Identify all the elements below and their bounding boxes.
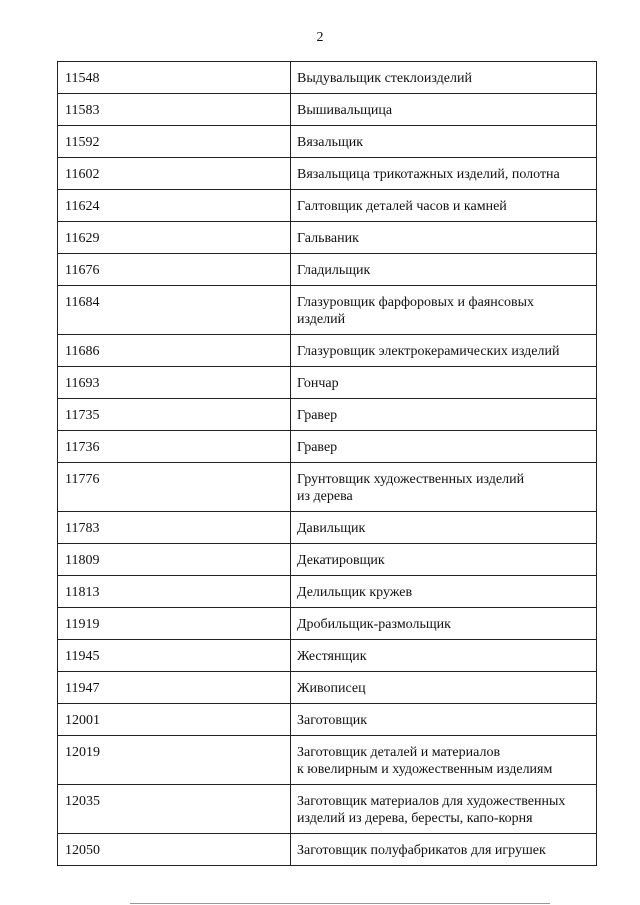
profession-name-line: Глазуровщик фарфоровых и фаянсовых [297,295,534,310]
code-cell: 11548 [58,62,291,94]
code-cell: 11592 [58,126,291,158]
profession-name-cell [291,672,597,704]
table-row [58,640,597,672]
profession-name-line: Делильщик кружев [297,585,413,600]
profession-name-cell [291,834,597,866]
code-cell: 11735 [58,399,291,431]
table-body [58,62,597,866]
profession-name-cell [291,126,597,158]
code-cell: 11945 [58,640,291,672]
profession-name-line: Давильщик [297,521,366,536]
profession-name-line: изделий [297,312,346,327]
code-cell: 11813 [58,576,291,608]
profession-name-cell [291,367,597,399]
profession-name-cell [291,190,597,222]
profession-name-line: Вязальщица трикотажных изделий, полотна [297,167,560,182]
profession-name-cell [291,640,597,672]
profession-name-line: Гравер [297,408,338,423]
profession-name-line: Живописец [297,681,366,696]
profession-name-cell [291,431,597,463]
profession-name-cell [291,785,597,834]
profession-name-line: Вязальщик [297,135,364,150]
table-row [58,512,597,544]
code-cell: 11684 [58,286,291,335]
profession-name-cell [291,286,597,335]
table-row [58,94,597,126]
code-cell: 12050 [58,834,291,866]
table-row [58,736,597,785]
table-row [58,222,597,254]
profession-name-line: Декатировщик [297,553,385,568]
profession-name-line: Гладильщик [297,263,371,278]
table-row [58,544,597,576]
table-row [58,62,597,94]
code-cell: 11602 [58,158,291,190]
profession-name-cell [291,158,597,190]
profession-name-line: к ювелирным и художественным изделиям [297,762,553,777]
table-row [58,399,597,431]
table-row [58,335,597,367]
page-number: 2 [316,30,324,45]
table-row [58,608,597,640]
code-cell: 12001 [58,704,291,736]
code-cell: 11736 [58,431,291,463]
table-row [58,431,597,463]
profession-name-cell [291,544,597,576]
code-cell: 11583 [58,94,291,126]
profession-name-line: Выдувальщик стеклоизделий [297,71,472,86]
table-row [58,463,597,512]
profession-name-line: Заготовщик [297,713,368,728]
table-row [58,785,597,834]
code-cell: 11629 [58,222,291,254]
profession-name-line: из дерева [297,489,353,504]
table-row [58,367,597,399]
profession-name-line: Гальваник [297,231,359,246]
profession-name-line: изделий из дерева, бересты, капо-корня [297,811,533,826]
code-cell: 11776 [58,463,291,512]
table-row [58,576,597,608]
table-row [58,190,597,222]
code-cell: 11686 [58,335,291,367]
profession-name-line: Вышивальщица [297,103,393,118]
code-cell: 11947 [58,672,291,704]
code-cell: 11693 [58,367,291,399]
profession-name-line: Грунтовщик художественных изделий [297,472,525,487]
profession-name-cell [291,736,597,785]
profession-name-line: Заготовщик материалов для художественных [297,794,566,809]
profession-name-line: Гравер [297,440,338,455]
code-cell: 11624 [58,190,291,222]
profession-name-cell [291,704,597,736]
code-cell: 12035 [58,785,291,834]
profession-name-cell [291,94,597,126]
profession-name-cell [291,399,597,431]
profession-name-line: Гончар [297,376,339,391]
profession-name-line: Галтовщик деталей часов и камней [297,199,507,214]
code-cell: 11919 [58,608,291,640]
table-row [58,254,597,286]
table-row [58,672,597,704]
profession-name-cell [291,335,597,367]
table-row [58,834,597,866]
table-row [58,158,597,190]
profession-name-cell [291,576,597,608]
profession-code-table [57,61,597,866]
table-row [58,704,597,736]
code-cell: 11783 [58,512,291,544]
code-cell: 12019 [58,736,291,785]
profession-name-cell [291,254,597,286]
profession-name-line: Глазуровщик электрокерамических изделий [297,344,560,359]
table-row [58,286,597,335]
profession-name-cell [291,62,597,94]
bottom-rule [130,903,550,904]
table-row [58,126,597,158]
profession-name-line: Жестянщик [297,649,367,664]
profession-name-cell [291,512,597,544]
profession-name-line: Заготовщик деталей и материалов [297,745,501,760]
code-cell: 11676 [58,254,291,286]
profession-name-cell [291,222,597,254]
profession-name-line: Заготовщик полуфабрикатов для игрушек [297,843,546,858]
code-cell: 11809 [58,544,291,576]
profession-name-line: Дробильщик-размольщик [297,617,451,632]
profession-name-cell [291,608,597,640]
profession-name-cell [291,463,597,512]
